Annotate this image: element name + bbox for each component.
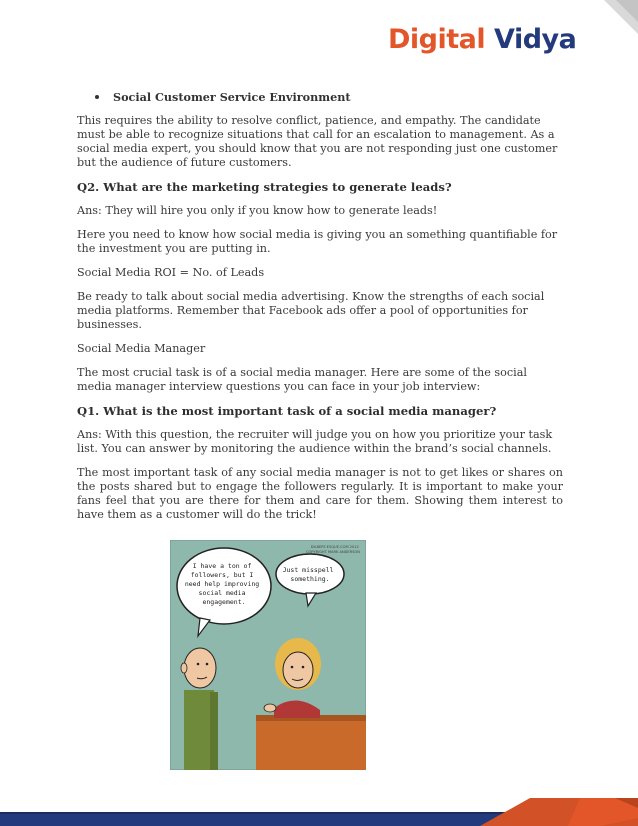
document-body [77, 86, 563, 532]
bullet-item: Social Customer Service Environment [95, 90, 563, 104]
paragraph-advertising: Be ready to talk about social media advertising. Know the strengths of each social media platforms. Remember that Facebook ads offer a pool of opportunities for businesses. [77, 290, 545, 331]
speech-left-line-1: I have a ton of [192, 562, 252, 570]
speech-left-line-5: engagement. [202, 598, 246, 606]
question-q1: Q1. What is the most important task of a social media manager? [77, 404, 497, 418]
answer-prioritize: Ans: With this question, the recruiter will judge you on how you prioritize your task list. You can answer by monitoring the audience within the brand’s social channels. [77, 428, 553, 455]
svg-text:DILBERT-ESQUE.COM 2012 COP [306, 545, 360, 554]
section-heading: Social Media Manager [77, 342, 206, 355]
cartoon-illustration [170, 540, 366, 770]
paragraph-engagement: The most important task of any social media manager is not to get likes or shares on the posts shared but to engage the followers regularly. It is important to make your fans feel that you are there for them and care for them. Showing them interest to have them as a customer will do the trick! [77, 466, 563, 521]
speech-right-line-1: Just misspell [282, 566, 334, 574]
paragraph-crucial-task: The most crucial task is of a social media manager. Here are some of the social media manager interview questions you can face in your job interview: [77, 366, 527, 393]
paragraph-customer-service: This requires the ability to resolve conflict, patience, and empathy. The candidate must be able to recognize situations that call for an escalation to management. As a social media expert, you should know that you are not responding just one customer but the audience of future customers. [77, 114, 558, 169]
digital-vidya-logo: Digital Vidya [388, 24, 577, 55]
corner-decoration [596, 0, 638, 42]
speech-left-line-4: social media [198, 589, 246, 597]
footer-decoration [0, 798, 638, 826]
speech-left-line-2: followers, but I [190, 571, 254, 579]
speech-right-line-2: something. [290, 575, 330, 583]
roi-formula: Social Media ROI = No. of Leads [77, 266, 265, 279]
copyright-line-2: COPYRIGHT MARK ANDERSON [305, 550, 360, 554]
question-q2: Q2. What are the marketing strategies to generate leads? [77, 180, 452, 194]
bullet-icon [95, 95, 99, 99]
man-figure [181, 648, 218, 770]
svg-text:Just misspell something. [283, 566, 338, 583]
paragraph-quantifiable: Here you need to know how social media is giving you an something quantifiable for the investment you are putting in. [77, 228, 558, 255]
speech-left-line-3: need help improving [184, 580, 260, 588]
answer-leads: Ans: They will hire you only if you know how to generate leads! [77, 204, 438, 217]
copyright-line-1: DILBERT-ESQUE.COM 2012 [310, 545, 359, 549]
